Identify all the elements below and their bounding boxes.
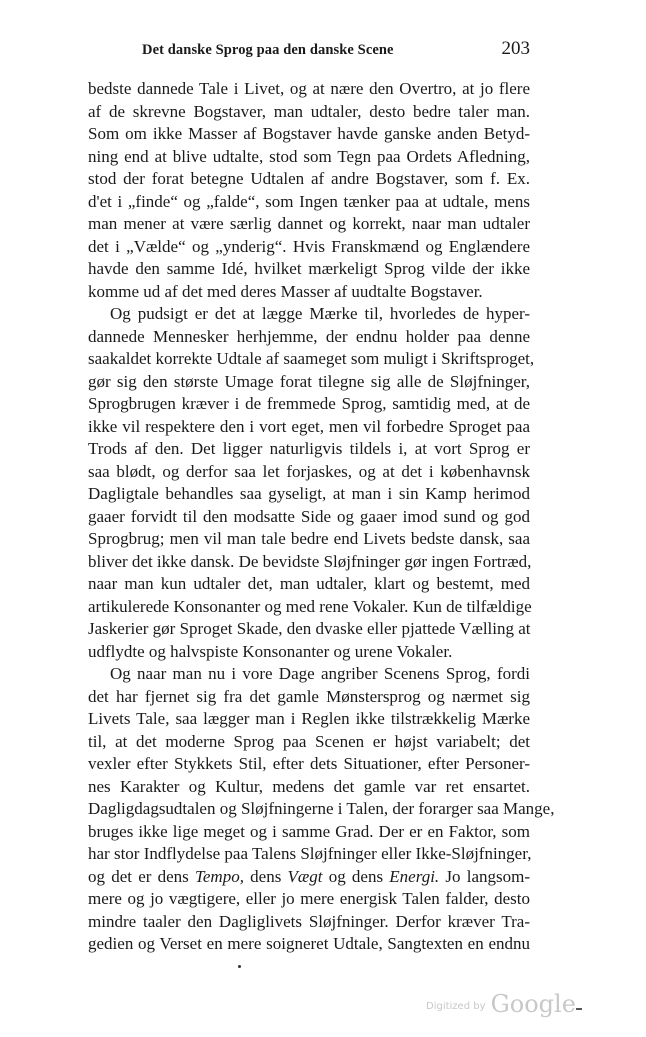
watermark-prefix: Digitized by: [426, 1001, 486, 1012]
text-line: gedien og Verset en mere soigneret Udtale, Sangtexten en endnu: [88, 934, 530, 953]
text-line: Dagligdagsudtalen og Sløjfningerne i Talen, der forarger saa Mange,: [88, 799, 555, 818]
text-line: Trods af den. Det ligger naturligvis tildels i, at vort Sprog er: [88, 439, 530, 458]
text-line: naar man kun udtaler det, man udtaler, klart og bestemt, med: [88, 574, 530, 593]
text-line: bliver det ikke dansk. De bevidste Sløjfninger gør ingen Fortræd,: [88, 551, 532, 571]
text-line: ning end at blive udtalte, stod som Tegn paa Ordets Afledning,: [88, 146, 530, 166]
text-line: gaaer forvidt til den modsatte Side og gaaer imod sund og god: [88, 506, 530, 526]
text-line: mindre taaler den Dagliglivets Sløjfninger. Derfor kræver Tra-: [88, 911, 530, 931]
text-line: nes Karakter og Kultur, medens det gamle var ret ensartet.: [88, 776, 530, 796]
text-line: Som om ikke Masser af Bogstaver havde ganske anden Betyd-: [88, 124, 530, 143]
text-line: vexler efter Stykkets Stil, efter dets Situationer, efter Personer-: [88, 754, 530, 773]
running-title: Det danske Sprog paa den danske Scene: [142, 42, 394, 58]
text-line: saakaldet korrekte Udtale af saameget som muligt i Skriftsproget,: [88, 349, 535, 368]
text-line: til, at det moderne Sprog paa Scenen er højst variabelt; det: [88, 731, 530, 751]
text-line: og det er dens Tempo, dens Vægt og dens Energi. Jo langsom-: [88, 866, 530, 886]
text-line: af de skrevne Bogstaver, man udtaler, desto bedre taler man.: [88, 101, 530, 121]
ink-dot: [238, 965, 241, 968]
text-line: Dagligtale behandles saa gyseligt, at man i sin Kamp herimod: [88, 484, 530, 503]
text-line: Og naar man nu i vore Dage angriber Scenens Sprog, fordi: [110, 664, 530, 683]
italic-emphasis: Vægt: [287, 866, 323, 886]
text-line: Og pudsigt er det at lægge Mærke til, hvorledes de hyper-: [110, 304, 530, 323]
text-line: det i „Vælde“ og „ynderig“. Hvis Franskmænd og Englændere: [88, 236, 530, 256]
italic-emphasis: Tempo,: [194, 866, 244, 886]
italic-emphasis: Energi.: [389, 866, 440, 886]
text-line: har stor Indflydelse paa Talens Sløjfninger eller Ikke-Sløjfninger,: [88, 844, 532, 863]
watermark-google: Google: [490, 990, 576, 1018]
text-line: Jaskerier gør Sproget Skade, den dvaske eller pjattede Vælling at: [88, 619, 531, 638]
text-line: saa blødt, og derfor saa let forjaskes, og at det i københavnsk: [88, 461, 530, 481]
text-line: d'et i „finde“ og „falde“, som Ingen tænker paa at udtale, mens: [88, 191, 530, 211]
text-line: mere og jo vægtigere, eller jo mere energisk Talen falder, desto: [88, 889, 530, 908]
page-number: 203: [501, 38, 530, 59]
text-line: ikke vil respektere den i vort eget, men vil forbedre Sproget paa: [88, 416, 530, 436]
text-line: dannede Mennesker herhjemme, der endnu holder paa denne: [88, 326, 530, 346]
body-text: [88, 78, 555, 956]
text-line: bruges ikke lige meget og i samme Grad. Der er en Faktor, som: [88, 821, 530, 841]
text-line: gør sig den største Umage forat tilegne sig alle de Sløjfninger,: [88, 371, 530, 391]
text-line: havde den samme Idé, hvilket mærkeligt Sprog vilde der ikke: [88, 259, 530, 278]
text-line: artikulerede Konsonanter og med rene Vokaler. Kun de tilfældige: [88, 596, 532, 616]
digitized-watermark: [426, 990, 576, 1018]
text-line: komme ud af det med deres Masser af uudtalte Bogstaver.: [88, 281, 483, 301]
text-line: udflydte og halvspiste Konsonanter og urene Vokaler.: [88, 641, 453, 661]
text-line: det har fjernet sig fra det gamle Mønstersprog og nærmet sig: [88, 686, 530, 706]
text-line: man mener at være særlig dannet og korrekt, naar man udtaler: [88, 214, 530, 233]
text-line: stod der forat betegne Udtalen af andre Bogstaver, som f. Ex.: [88, 169, 530, 188]
page-header: [88, 38, 538, 62]
text-line: Sprogbrugen kræver i de fremmede Sprog, samtidig med, at de: [88, 394, 530, 413]
text-line: Livets Tale, saa lægger man i Reglen ikke tilstrækkelig Mærke: [88, 709, 530, 728]
text-line: Sprogbrug; men vil man tale bedre end Livets bedste dansk, saa: [88, 529, 530, 548]
corner-mark: [576, 1008, 582, 1010]
text-line: bedste dannede Tale i Livet, og at nære den Overtro, at jo flere: [88, 79, 530, 98]
